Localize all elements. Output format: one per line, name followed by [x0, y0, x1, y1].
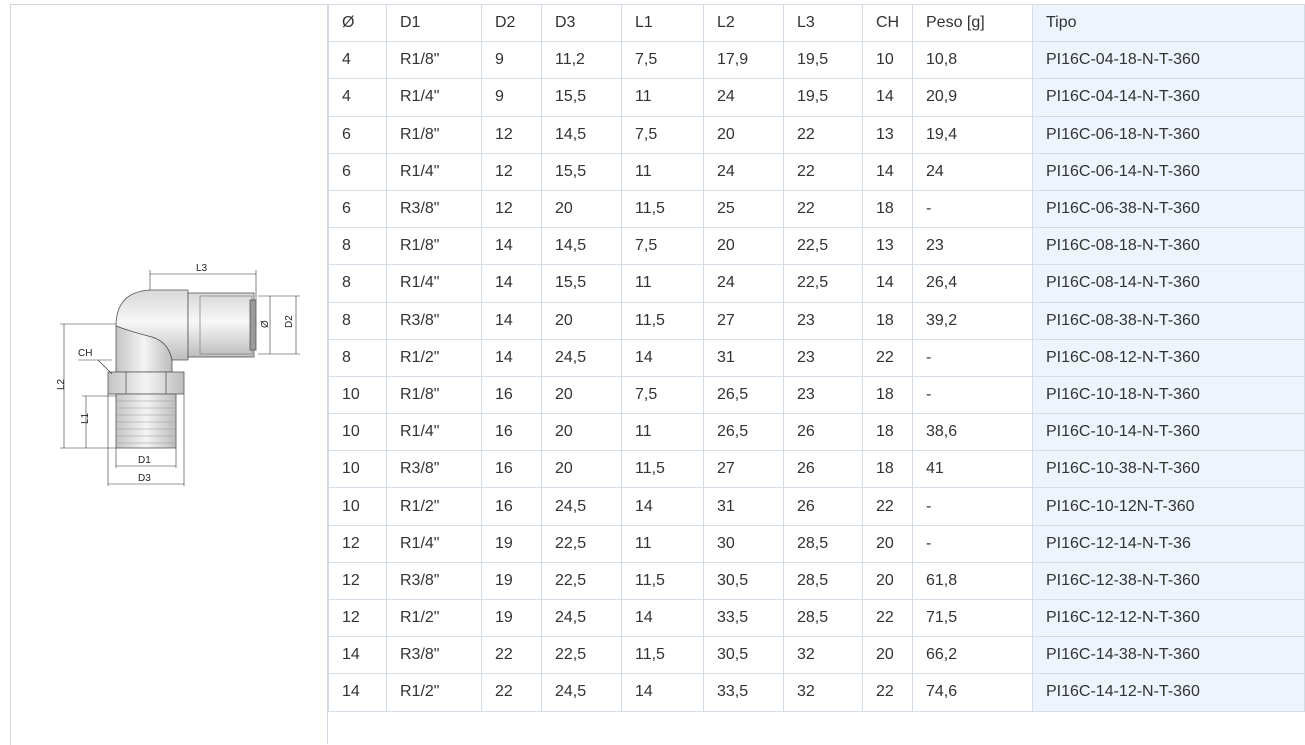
- table-cell: 28,5: [784, 525, 863, 562]
- table-cell: 24,5: [542, 339, 622, 376]
- table-cell: R1/4": [387, 525, 482, 562]
- table-cell: 32: [784, 674, 863, 711]
- table-cell: 20: [542, 376, 622, 413]
- table-cell: 24,5: [542, 600, 622, 637]
- table-cell: -: [913, 525, 1033, 562]
- table-cell: 19,4: [913, 116, 1033, 153]
- table-cell: 20: [863, 637, 913, 674]
- table-cell: 14: [329, 674, 387, 711]
- table-cell: 28,5: [784, 562, 863, 599]
- table-cell: -: [913, 190, 1033, 227]
- table-cell: 20: [542, 302, 622, 339]
- table-cell: R1/4": [387, 79, 482, 116]
- table-row: [329, 339, 1305, 376]
- table-cell: 26,4: [913, 265, 1033, 302]
- table-header-row: [329, 5, 1305, 42]
- column-header: D1: [387, 5, 482, 42]
- table-row: [329, 488, 1305, 525]
- label-l3: L3: [196, 263, 208, 274]
- table-cell: 14,5: [542, 228, 622, 265]
- table-cell: 14: [482, 228, 542, 265]
- table-cell: 39,2: [913, 302, 1033, 339]
- table-cell: 41: [913, 451, 1033, 488]
- table-cell: 12: [329, 600, 387, 637]
- table-cell: 22: [482, 637, 542, 674]
- table-cell: 30: [704, 525, 784, 562]
- table-row: [329, 376, 1305, 413]
- table-cell: 6: [329, 116, 387, 153]
- column-header: Peso [g]: [913, 5, 1033, 42]
- tipo-cell: PI16C-12-14-N-T-36: [1033, 525, 1305, 562]
- column-header: Ø: [329, 5, 387, 42]
- label-d2: D2: [284, 315, 295, 328]
- tipo-cell: PI16C-08-38-N-T-360: [1033, 302, 1305, 339]
- table-cell: 22: [784, 116, 863, 153]
- table-row: [329, 228, 1305, 265]
- table-cell: -: [913, 376, 1033, 413]
- table-cell: 20: [863, 525, 913, 562]
- table-cell: 22,5: [542, 562, 622, 599]
- table-cell: 8: [329, 265, 387, 302]
- table-cell: 10: [329, 414, 387, 451]
- table-cell: 13: [863, 228, 913, 265]
- column-header: D3: [542, 5, 622, 42]
- table-cell: 17,9: [704, 42, 784, 79]
- tipo-cell: PI16C-10-12N-T-360: [1033, 488, 1305, 525]
- table-cell: 16: [482, 451, 542, 488]
- table-cell: 24,5: [542, 674, 622, 711]
- table-cell: 66,2: [913, 637, 1033, 674]
- table-cell: 11,5: [622, 451, 704, 488]
- table-cell: 7,5: [622, 116, 704, 153]
- table-cell: 16: [482, 488, 542, 525]
- tipo-cell: PI16C-14-38-N-T-360: [1033, 637, 1305, 674]
- table-cell: 26,5: [704, 376, 784, 413]
- tipo-cell: PI16C-06-38-N-T-360: [1033, 190, 1305, 227]
- table-cell: 14: [622, 600, 704, 637]
- table-cell: 14: [863, 79, 913, 116]
- table-cell: 20,9: [913, 79, 1033, 116]
- table-cell: 14: [482, 265, 542, 302]
- table-cell: 26,5: [704, 414, 784, 451]
- table-cell: R1/4": [387, 414, 482, 451]
- table-cell: 22: [863, 488, 913, 525]
- table-cell: 19: [482, 600, 542, 637]
- table-cell: R1/8": [387, 42, 482, 79]
- table-cell: 20: [704, 228, 784, 265]
- table-cell: 18: [863, 451, 913, 488]
- table-cell: 22: [863, 339, 913, 376]
- table-cell: 10: [329, 488, 387, 525]
- column-header: L1: [622, 5, 704, 42]
- table-row: [329, 42, 1305, 79]
- table-cell: 11,2: [542, 42, 622, 79]
- table-cell: 14: [863, 153, 913, 190]
- table-row: [329, 600, 1305, 637]
- table-cell: 11: [622, 153, 704, 190]
- table-cell: 20: [863, 562, 913, 599]
- table-cell: 15,5: [542, 153, 622, 190]
- table-cell: 22: [482, 674, 542, 711]
- table-cell: 28,5: [784, 600, 863, 637]
- table-cell: 22: [784, 153, 863, 190]
- tipo-cell: PI16C-08-18-N-T-360: [1033, 228, 1305, 265]
- table-cell: 12: [482, 190, 542, 227]
- table-cell: 18: [863, 302, 913, 339]
- table-cell: 24: [704, 265, 784, 302]
- table-cell: R3/8": [387, 451, 482, 488]
- table-cell: -: [913, 488, 1033, 525]
- tipo-cell: PI16C-08-12-N-T-360: [1033, 339, 1305, 376]
- table-cell: 24: [913, 153, 1033, 190]
- label-l1: L1: [80, 412, 91, 424]
- table-cell: 27: [704, 451, 784, 488]
- table-cell: 26: [784, 451, 863, 488]
- table-row: [329, 414, 1305, 451]
- table-cell: 20: [542, 451, 622, 488]
- table-cell: 6: [329, 153, 387, 190]
- column-header: CH: [863, 5, 913, 42]
- table-cell: 33,5: [704, 674, 784, 711]
- table-cell: 30,5: [704, 562, 784, 599]
- table-body: [329, 42, 1305, 711]
- tipo-cell: PI16C-10-38-N-T-360: [1033, 451, 1305, 488]
- table-row: [329, 637, 1305, 674]
- table-cell: 7,5: [622, 42, 704, 79]
- table-row: [329, 116, 1305, 153]
- table-cell: 22,5: [542, 637, 622, 674]
- tipo-cell: PI16C-08-14-N-T-360: [1033, 265, 1305, 302]
- table-row: [329, 79, 1305, 116]
- table-row: [329, 302, 1305, 339]
- table-cell: 32: [784, 637, 863, 674]
- table-cell: 7,5: [622, 376, 704, 413]
- drawing-cell: [10, 4, 328, 744]
- table-cell: 20: [704, 116, 784, 153]
- table-cell: 11: [622, 265, 704, 302]
- table-cell: 31: [704, 339, 784, 376]
- table-cell: 74,6: [913, 674, 1033, 711]
- table-cell: 14: [482, 339, 542, 376]
- table-row: [329, 562, 1305, 599]
- table-row: [329, 153, 1305, 190]
- table-cell: 31: [704, 488, 784, 525]
- table-cell: 20: [542, 414, 622, 451]
- table-cell: 11: [622, 79, 704, 116]
- table-row: [329, 451, 1305, 488]
- table-cell: 14: [482, 302, 542, 339]
- tipo-cell: PI16C-10-18-N-T-360: [1033, 376, 1305, 413]
- table-cell: R1/2": [387, 339, 482, 376]
- table-cell: 23: [913, 228, 1033, 265]
- table-cell: 22,5: [784, 265, 863, 302]
- table-cell: 38,6: [913, 414, 1033, 451]
- table-cell: 18: [863, 376, 913, 413]
- table-cell: R1/8": [387, 228, 482, 265]
- table-cell: 19,5: [784, 42, 863, 79]
- table-cell: 12: [329, 525, 387, 562]
- table-cell: R1/2": [387, 488, 482, 525]
- table-cell: 18: [863, 190, 913, 227]
- table-cell: 10,8: [913, 42, 1033, 79]
- column-header: D2: [482, 5, 542, 42]
- table-cell: 11: [622, 525, 704, 562]
- table-cell: 16: [482, 376, 542, 413]
- table-cell: 7,5: [622, 228, 704, 265]
- table-cell: 12: [482, 116, 542, 153]
- tipo-cell: PI16C-12-12-N-T-360: [1033, 600, 1305, 637]
- table-row: [329, 674, 1305, 711]
- elbow-fitting: [108, 290, 256, 448]
- tipo-cell: PI16C-06-14-N-T-360: [1033, 153, 1305, 190]
- table-cell: 23: [784, 376, 863, 413]
- tipo-cell: PI16C-14-12-N-T-360: [1033, 674, 1305, 711]
- table-cell: R1/8": [387, 116, 482, 153]
- table-cell: R1/4": [387, 265, 482, 302]
- table-cell: -: [913, 339, 1033, 376]
- table-cell: 10: [329, 451, 387, 488]
- table-cell: 15,5: [542, 79, 622, 116]
- tipo-cell: PI16C-10-14-N-T-360: [1033, 414, 1305, 451]
- table-cell: R3/8": [387, 190, 482, 227]
- table-cell: 9: [482, 42, 542, 79]
- table-cell: 11,5: [622, 637, 704, 674]
- tipo-cell: PI16C-06-18-N-T-360: [1033, 116, 1305, 153]
- table-cell: 16: [482, 414, 542, 451]
- table-cell: 14: [622, 488, 704, 525]
- table-cell: 26: [784, 488, 863, 525]
- table-cell: 9: [482, 79, 542, 116]
- table-cell: R1/2": [387, 674, 482, 711]
- table-cell: 11,5: [622, 562, 704, 599]
- table-cell: 6: [329, 190, 387, 227]
- table-cell: 14: [329, 637, 387, 674]
- spec-table: [328, 4, 1305, 712]
- table-cell: 10: [863, 42, 913, 79]
- table-cell: 25: [704, 190, 784, 227]
- table-cell: 11,5: [622, 190, 704, 227]
- table-cell: 33,5: [704, 600, 784, 637]
- table-cell: 8: [329, 339, 387, 376]
- table-cell: 20: [542, 190, 622, 227]
- table-cell: 11: [622, 414, 704, 451]
- table-cell: 12: [329, 562, 387, 599]
- table-cell: 19,5: [784, 79, 863, 116]
- table-cell: 12: [482, 153, 542, 190]
- tipo-cell: PI16C-04-18-N-T-360: [1033, 42, 1305, 79]
- table-cell: 26: [784, 414, 863, 451]
- table-cell: 8: [329, 302, 387, 339]
- table-cell: 22: [863, 674, 913, 711]
- table-cell: 13: [863, 116, 913, 153]
- table-cell: R1/2": [387, 600, 482, 637]
- table-cell: R1/8": [387, 376, 482, 413]
- table-cell: 11,5: [622, 302, 704, 339]
- table-cell: 14: [863, 265, 913, 302]
- table-row: [329, 525, 1305, 562]
- table-row: [329, 190, 1305, 227]
- label-d3: D3: [138, 473, 151, 484]
- table-cell: R3/8": [387, 637, 482, 674]
- tipo-cell: PI16C-12-38-N-T-360: [1033, 562, 1305, 599]
- table-cell: 22,5: [542, 525, 622, 562]
- label-d1: D1: [138, 455, 151, 466]
- table-cell: 8: [329, 228, 387, 265]
- table-cell: 27: [704, 302, 784, 339]
- tipo-cell: PI16C-04-14-N-T-360: [1033, 79, 1305, 116]
- label-dia: Ø: [260, 320, 271, 328]
- table-cell: 14,5: [542, 116, 622, 153]
- table-row: [329, 265, 1305, 302]
- table-cell: 19: [482, 525, 542, 562]
- table-cell: 24,5: [542, 488, 622, 525]
- table-cell: 18: [863, 414, 913, 451]
- column-header: L2: [704, 5, 784, 42]
- table-cell: 14: [622, 674, 704, 711]
- table-cell: R3/8": [387, 302, 482, 339]
- table-cell: R1/4": [387, 153, 482, 190]
- table-cell: 19: [482, 562, 542, 599]
- table-cell: 23: [784, 302, 863, 339]
- label-l2: L2: [56, 378, 67, 390]
- table-cell: 4: [329, 79, 387, 116]
- table-cell: R3/8": [387, 562, 482, 599]
- table-cell: 15,5: [542, 265, 622, 302]
- table-cell: 22: [863, 600, 913, 637]
- table-cell: 10: [329, 376, 387, 413]
- table-cell: 30,5: [704, 637, 784, 674]
- table-cell: 22,5: [784, 228, 863, 265]
- table-cell: 61,8: [913, 562, 1033, 599]
- table-cell: 14: [622, 339, 704, 376]
- table-cell: 23: [784, 339, 863, 376]
- table-cell: 71,5: [913, 600, 1033, 637]
- table-cell: 4: [329, 42, 387, 79]
- label-ch: CH: [78, 348, 93, 359]
- table-cell: 22: [784, 190, 863, 227]
- column-header: L3: [784, 5, 863, 42]
- column-header: Tipo: [1033, 5, 1305, 42]
- table-cell: 24: [704, 79, 784, 116]
- table-cell: 24: [704, 153, 784, 190]
- technical-drawing: [50, 256, 310, 496]
